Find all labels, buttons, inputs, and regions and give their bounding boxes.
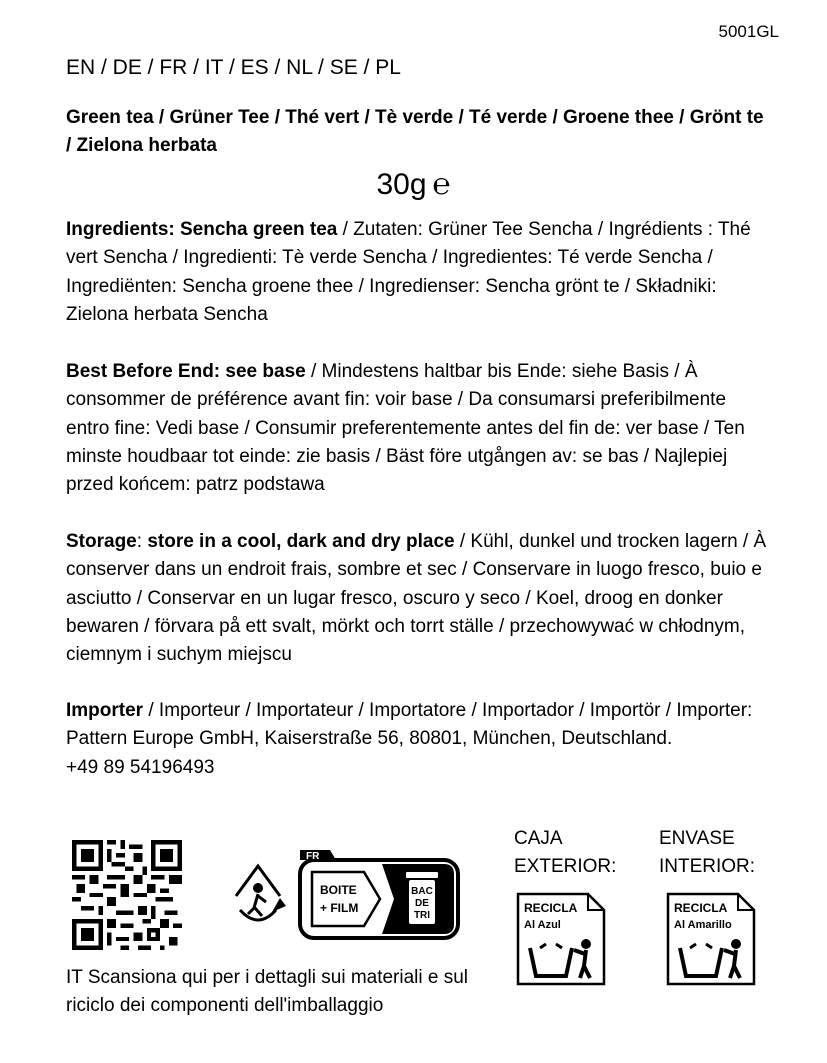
language-list: EN / DE / FR / IT / ES / NL / SE / PL: [66, 56, 401, 79]
bin-line3: TRI: [413, 910, 431, 921]
recycle-sub-outer: Al Azul: [524, 919, 561, 931]
outer-box-label: [514, 825, 616, 881]
recycle-title-outer: RECICLA: [524, 901, 578, 915]
qr-code-icon[interactable]: [70, 840, 184, 950]
storage-separator: :: [136, 531, 148, 552]
inner-pack-label-line2: INTERIOR:: [659, 856, 756, 877]
storage-text: / Kühl, dunkel und trocken lagern / À conserver dans un endroit frais, sombre et sec / Conservare in luogo fresco, buio e asciutto / Conservar en un lugar fresco, oscuro y seco / Koel, droog en donker bewaren / förvara på ett svalt, mörkt och torrt ställe / przechowywać w chłodnym, ciemnym i suchym miejscu: [66, 531, 767, 666]
importer-address: Pattern Europe GmbH, Kaiserstraße 56, 80801, München, Deutschland.: [66, 728, 673, 750]
importer-heading: [66, 697, 768, 725]
bin-line2: DE: [415, 898, 429, 909]
importer-phone: +49 89 54196493: [66, 756, 215, 778]
ingredients-text: / Zutaten: Grüner Tee Sencha / Ingrédients : Thé vert Sencha / Ingredienti: Tè verde Sencha / Ingredientes: Té verde Sencha / Ingrediënten: Sencha groene thee / Ingredienser: Sencha grönt te / Składniki: Zielona herbata Sencha: [66, 219, 751, 325]
best-before-section: [66, 358, 768, 499]
bin-line1: BAC: [411, 886, 433, 897]
recycle-sub-inner: Al Amarillo: [674, 919, 732, 931]
triman-country: FR: [306, 851, 320, 862]
ingredients-label: Ingredients: Sencha green tea: [66, 219, 338, 240]
storage-section: [66, 528, 768, 669]
estimated-sign-icon: ℮: [432, 168, 451, 201]
storage-label: Storage: [66, 531, 137, 552]
outer-box-label-line2: EXTERIOR:: [514, 856, 617, 877]
best-before-text: / Mindestens haltbar bis Ende: siehe Basis / À consommer de préférence avant fin: voir base / Da consumarsi preferibilmente entro fine: Vedi base / Consumir preferentemente antes del fin de: ver base / Ten minste houdbaar tot einde: zie basis / Bäst före utgången av: se bas / Najlepiej przed końcem: patrz podstawa: [66, 361, 745, 496]
product-name: Green tea / Grüner Tee / Thé vert / Tè verde / Té verde / Groene thee / Grönt te / Zielona herbata: [66, 107, 764, 156]
ingredients-section: [66, 216, 768, 329]
triman-line1: BOITE: [320, 883, 357, 897]
recycle-blue-bin-icon: [516, 892, 606, 986]
importer-section: [66, 697, 768, 782]
outer-box-label-line1: CAJA: [514, 828, 563, 849]
scan-instruction: IT Scansiona qui per i dettagli sui materiali e sul riciclo dei componenti dell'imballaggio: [66, 967, 469, 1017]
net-weight-line: [0, 168, 827, 202]
product-code: 5001GL: [718, 22, 779, 41]
recycle-title-inner: RECICLA: [674, 901, 728, 915]
storage-instruction: store in a cool, dark and dry place: [147, 531, 455, 552]
inner-pack-label-line1: ENVASE: [659, 828, 735, 849]
importer-label: Importer: [66, 700, 144, 721]
triman-icon: [236, 866, 286, 920]
importer-text: / Importeur / Importateur / Importatore / Importador / Importör / Importer:: [143, 700, 753, 721]
inner-pack-label: [659, 825, 755, 881]
triman-line2: + FILM: [320, 901, 359, 915]
best-before-label: Best Before End: see base: [66, 361, 306, 382]
recycle-yellow-bin-icon: [666, 892, 756, 986]
triman-info-tri-logo: [228, 850, 464, 942]
net-weight: 30g: [376, 168, 427, 201]
